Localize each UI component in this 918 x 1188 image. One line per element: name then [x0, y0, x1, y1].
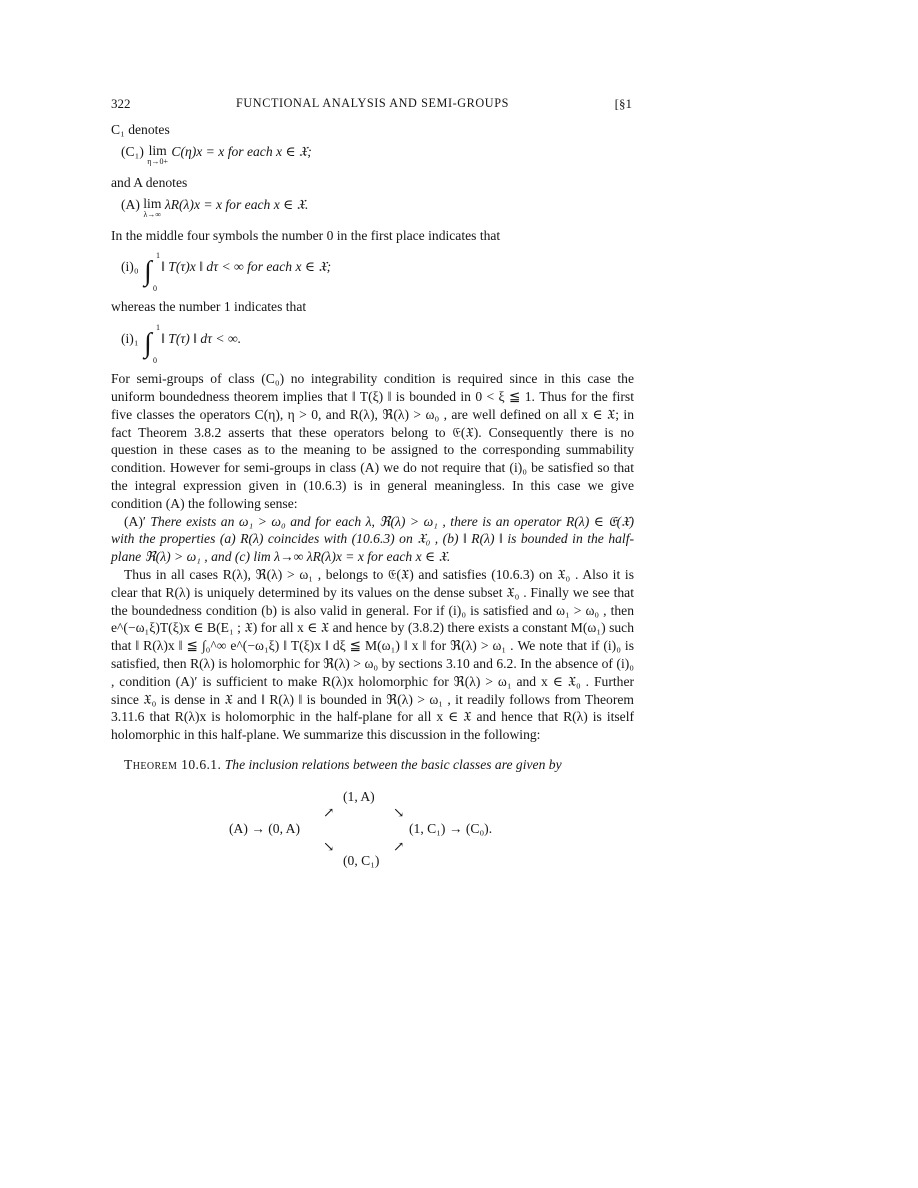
condition-a-prime: [111, 513, 634, 566]
theorem-label: Theorem 10.6.1.: [124, 756, 222, 772]
a-lim-word: lim: [143, 195, 162, 211]
page-content: [111, 95, 634, 872]
c1-lim-sub: η→0+: [147, 156, 168, 166]
i0-condition: [111, 251, 634, 294]
i0-upper-limit: 1: [155, 251, 160, 261]
section-mark: [§1: [614, 96, 632, 111]
arrow-up-right-icon: ↗: [393, 838, 405, 854]
i1-lower-limit: 0: [152, 356, 157, 366]
a-definition: [111, 196, 634, 219]
c1-intro: C₁ denotes: [111, 122, 170, 137]
page-number: 322: [111, 96, 131, 111]
arrow-down-right-icon: ↘: [393, 804, 405, 820]
a-lim-sub: λ→∞: [143, 209, 162, 219]
running-header: [111, 95, 634, 115]
theorem-statement: [111, 756, 634, 774]
diagram-top: (1, A): [343, 788, 375, 804]
integral-icon: ∫ 1 0: [143, 323, 160, 366]
whereas-line: whereas the number 1 indicates that: [111, 299, 307, 315]
running-title: FUNCTIONAL ANALYSIS AND SEMI-GROUPS: [236, 96, 509, 110]
theorem-text: The inclusion relations between the basic classes are given by: [224, 756, 562, 772]
a-prime-label: (A)′: [124, 513, 146, 529]
integral-icon: ∫ 1 0: [143, 251, 160, 294]
i0-lower-limit: 0: [152, 284, 157, 294]
a-limit: [143, 196, 161, 219]
a-prime-text: There exists an ω₁ > ω₀ and for each λ, ℜ(λ) > ω₁ , there is an operator R(λ) ∈ 𝔈(𝔛) with the properties (a) R(λ) coincides with (10.6.3) on 𝔛₀ , (b) ‖ R(λ) ‖ is bounded in the half-plane ℜ(λ) > ω₁ , and (c) lim λ→∞ λR(λ)x = x for each x ∈ 𝔛.: [111, 513, 635, 565]
diagram-bottom: (0, C₁): [343, 852, 380, 868]
i1-expression: ‖ T(τ) ‖ dτ < ∞.: [161, 331, 242, 347]
i1-label: (i)₁: [121, 331, 139, 347]
i0-label: (i)₀: [121, 259, 139, 275]
arrow-up-right-icon: ↗: [323, 804, 335, 820]
c1-expression: C(η)x = x for each x ∈ 𝔛;: [171, 143, 312, 159]
c1-lim-word: lim: [148, 142, 167, 158]
a-label: (A): [121, 196, 140, 212]
c1-definition: [111, 143, 634, 166]
i0-expression: ‖ T(τ)x ‖ dτ < ∞ for each x ∈ 𝔛;: [161, 259, 332, 275]
i1-upper-limit: 1: [155, 323, 160, 333]
inclusion-diagram: [111, 782, 634, 872]
middle-intro: In the middle four symbols the number 0 in the first place indicates that: [111, 227, 501, 243]
a-intro: and A denotes: [111, 174, 188, 190]
arrow-down-right-icon: ↘: [323, 838, 335, 854]
diagram-left: (A) → (0, A): [229, 820, 300, 836]
a-expression: λR(λ)x = x for each x ∈ 𝔛.: [164, 196, 309, 212]
c1-label: (C₁): [121, 143, 144, 159]
diagram-right: (1, C₁) → (C₀).: [409, 820, 493, 836]
paragraph-boundedness: Thus in all cases R(λ), ℜ(λ) > ω₁ , belongs to 𝔈(𝔛) and satisfies (10.6.3) on 𝔛₀ . Also it is clear that R(λ) is uniquely determined by its values on the dense subset 𝔛₀ . Finally we see that the boundedness condition (b) is also valid in general. For if (i)₀ is satisfied and ω₁ > ω₀ , then e^(−ω₁ξ)T(ξ)x ∈ B(E₁ ; 𝔛) for all x ∈ 𝔛 and hence by (3.8.2) there exists a constant M(ω₁) such that ‖ R(λ)x ‖ ≦ ∫₀^∞ e^(−ω₁ξ) ‖ T(ξ)x ‖ dξ ≦ M(ω₁) ‖ x ‖ for ℜ(λ) > ω₁ . We note that if (i)₀ is satisfied, then R(λ) is holomorphic for ℜ(λ) > ω₀ by sections 3.10 and 6.2. In the absence of (i)₀ , condition (A)′ is sufficient to make R(λ)x holomorphic for ℜ(λ) > ω₁ and x ∈ 𝔛₀ . Further since 𝔛₀ is dense in 𝔛 and ‖ R(λ) ‖ is bounded in ℜ(λ) > ω₁ , it readily follows from Theorem 3.11.6 that R(λ)x is holomorphic in the half-plane for all x ∈ 𝔛 and hence that R(λ) is itself holomorphic in this half-plane. We summarize this discussion in the following:: [111, 566, 634, 743]
c1-limit: [147, 143, 168, 166]
paragraph-integrability: For semi-groups of class (C₀) no integrability condition is required since in this case the uniform boundedness theorem implies that ‖ T(ξ) ‖ is bounded in 0 < ξ ≦ 1. Thus for the first five classes the operators C(η), η > 0, and R(λ), ℜ(λ) > ω₀ , are well defined on all x ∈ 𝔛; in fact Theorem 3.8.2 asserts that these operators belong to 𝔈(𝔛). Consequently there is no question in these cases as to the meaning to be assigned to the corresponding summability condition. However for semi-groups in class (A) we do not require that (i)₀ be satisfied so that the integral expression given in (10.6.3) is in general meaningless. In this case we give condition (A) the following sense:: [111, 371, 634, 511]
i1-condition: [111, 323, 634, 366]
